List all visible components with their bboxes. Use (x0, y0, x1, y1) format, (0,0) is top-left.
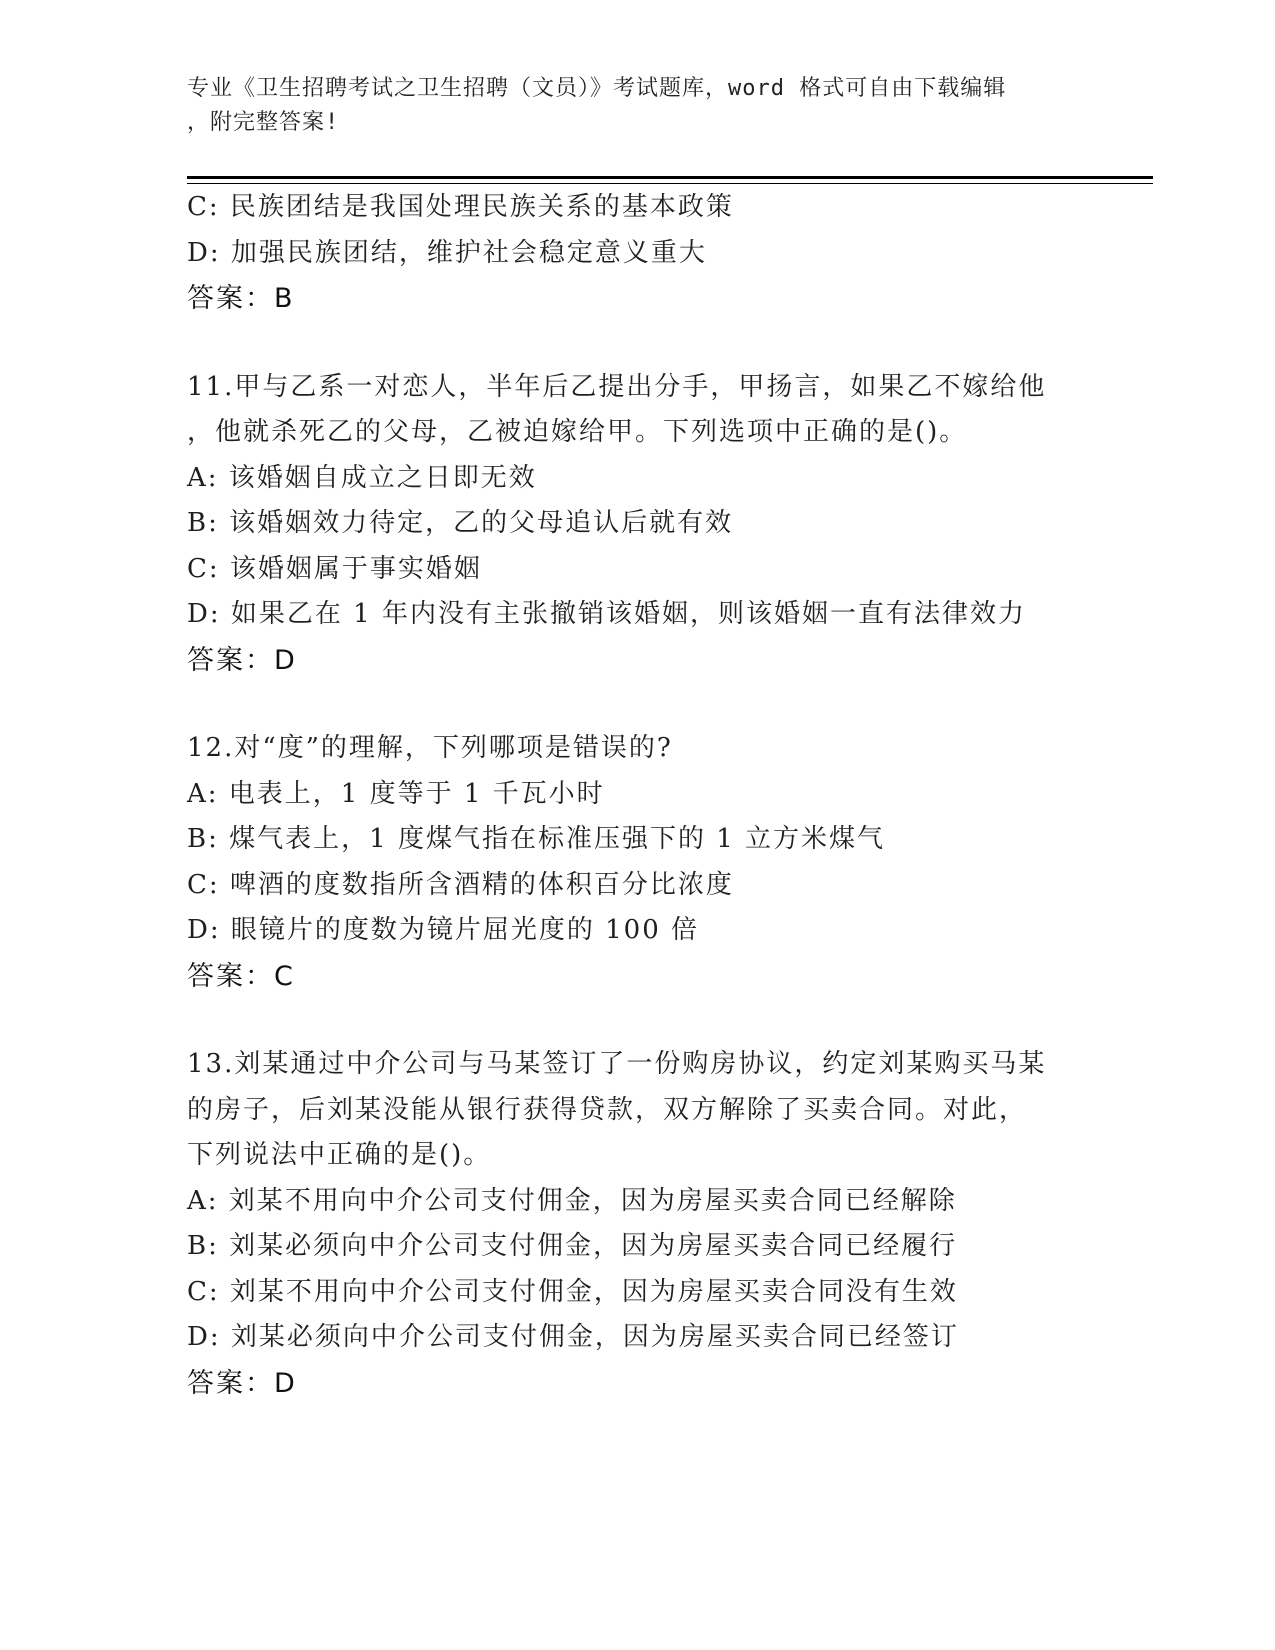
question-stem: ，他就杀死乙的父母，乙被迫嫁给甲。下列选项中正确的是()。 (187, 417, 968, 447)
option-d: D: 加强民族团结，维护社会稳定意义重大 (187, 237, 707, 268)
question-stem: 11.甲与乙系一对恋人，半年后乙提出分手，甲扬言，如果乙不嫁给他 (187, 371, 1047, 402)
spacer (187, 999, 1127, 1042)
option-c: C: 刘某不用向中介公司支付佣金，因为房屋买卖合同没有生效 (187, 1276, 958, 1307)
question-13 (187, 1042, 1127, 1406)
answer-line: 答案：C (187, 960, 295, 992)
option-b: B: 该婚姻效力待定，乙的父母追认后就有效 (187, 508, 734, 538)
header-line-2: ，附完整答案! (187, 110, 340, 135)
option-a: A: 电表上，1 度等于 1 千瓦小时 (187, 778, 605, 809)
option-c: C: 民族团结是我国处理民族关系的基本政策 (187, 192, 734, 222)
question-stem: 的房子，后刘某没能从银行获得贷款，双方解除了买卖合同。对此， (187, 1094, 1028, 1125)
document-header (187, 72, 1077, 140)
question-12 (187, 726, 1127, 999)
option-c: C: 啤酒的度数指所含酒精的体积百分比浓度 (187, 869, 734, 900)
header-divider-thin (187, 183, 1153, 184)
question-stem: 13.刘某通过中介公司与马某签订了一份购房协议，约定刘某购买马某 (187, 1049, 1047, 1079)
option-b: B: 刘某必须向中介公司支付佣金，因为房屋买卖合同已经履行 (187, 1231, 958, 1261)
question-stem: 下列说法中正确的是()。 (187, 1140, 492, 1170)
answer-line: 答案：D (187, 1367, 297, 1399)
option-d: D: 眼镜片的度数为镜片屈光度的 100 倍 (187, 915, 700, 945)
option-b: B: 煤气表上，1 度煤气指在标准压强下的 1 立方米煤气 (187, 824, 886, 854)
answer-line: 答案：D (187, 644, 297, 676)
option-a: A: 刘某不用向中介公司支付佣金，因为房屋买卖合同已经解除 (187, 1185, 957, 1216)
header-line-1: 专业《卫生招聘考试之卫生招聘（文员）》考试题库，word 格式可自由下载编辑 (187, 76, 1007, 101)
spacer (187, 683, 1127, 726)
spacer (187, 322, 1127, 365)
option-c: C: 该婚姻属于事实婚姻 (187, 553, 482, 584)
option-d: D: 如果乙在 1 年内没有主张撤销该婚姻，则该婚姻一直有法律效力 (187, 599, 1026, 629)
question-10-continuation (187, 185, 1127, 322)
answer-line: 答案：B (187, 283, 295, 314)
option-a: A: 该婚姻自成立之日即无效 (187, 462, 537, 493)
option-d: D: 刘某必须向中介公司支付佣金，因为房屋买卖合同已经签订 (187, 1322, 959, 1352)
header-divider-thick (187, 176, 1153, 179)
question-list (187, 185, 1127, 1406)
question-stem: 12.对“度”的理解，下列哪项是错误的? (187, 733, 673, 763)
question-11 (187, 365, 1127, 684)
